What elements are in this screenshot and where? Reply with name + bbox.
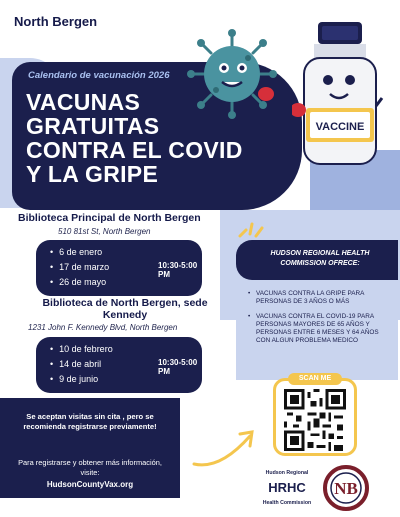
offer-body	[236, 276, 398, 380]
location-1-address: 510 81st St, North Bergen	[58, 227, 151, 236]
date-item: • 10 de febrero	[50, 342, 113, 357]
location-2-name: Biblioteca de North Bergen, sede Kennedy	[42, 297, 208, 321]
location-1-time: 10:30-5:00 PM	[158, 261, 198, 279]
offer-heading-box	[236, 240, 398, 280]
hrhc-logo-mark: HRHC	[268, 480, 306, 495]
nb-logo	[323, 465, 369, 511]
hrhc-logo-bottom: Health Commission	[262, 500, 312, 506]
website-link[interactable]: HudsonCountyVax.org	[46, 480, 134, 489]
date-item: • 6 de enero	[50, 245, 109, 260]
register-note: Para registrarse y obtener más información, visite:	[18, 458, 162, 477]
location-1-dates	[36, 240, 202, 296]
scan-me-label: SCAN ME	[288, 373, 342, 385]
location-2-address: 1231 John F. Kennedy Blvd, North Bergen	[28, 323, 178, 332]
hero-title: VACUNAS GRATUITAS CONTRA EL COVID Y LA GRIPE	[26, 89, 243, 187]
date-item: • 9 de junio	[50, 372, 113, 387]
location-2-time: 10:30-5:00 PM	[158, 358, 198, 376]
location-1-name: Biblioteca Principal de North Bergen	[18, 212, 201, 224]
offer-item: • VACUNAS CONTRA EL COVID-19 PARA PERSONAS MAYORES DE 65 AÑOS Y PERSONAS ENTRE 6 MESES Y 64 AÑOS CON ALGUN PROBLEMA MEDICO	[248, 313, 392, 345]
bottle-label: VACCINE	[315, 121, 365, 133]
location-2-dates	[36, 337, 202, 393]
spark-icon	[236, 216, 264, 240]
vaccine-bottle-icon	[292, 18, 384, 168]
offer-panel	[236, 240, 398, 380]
registration-note	[0, 398, 180, 498]
walkin-note: Se aceptan visitas sin cita , pero se recomienda registrarse previamente!	[23, 412, 157, 431]
hero-subtitle: Calendario de vacunación 2026	[28, 70, 170, 81]
qr-code-icon[interactable]	[284, 389, 346, 451]
hrhc-logo	[256, 466, 318, 512]
arrow-icon	[190, 420, 260, 470]
date-item: • 26 de mayo	[50, 275, 109, 290]
virus-mascot-icon	[186, 28, 278, 120]
offer-heading: HUDSON REGIONAL HEALTH COMMISSION OFRECE:	[270, 250, 370, 267]
date-item: • 17 de marzo	[50, 260, 109, 275]
nb-logo-mark: NB	[334, 479, 358, 498]
hrhc-logo-top: Hudson Regional	[265, 470, 309, 476]
brand-title: North Bergen	[14, 14, 98, 29]
offer-item: • VACUNAS CONTRA LA GRIPE PARA PERSONAS DE 3 AÑOS O MÁS	[248, 290, 392, 306]
date-item: • 14 de abril	[50, 357, 113, 372]
